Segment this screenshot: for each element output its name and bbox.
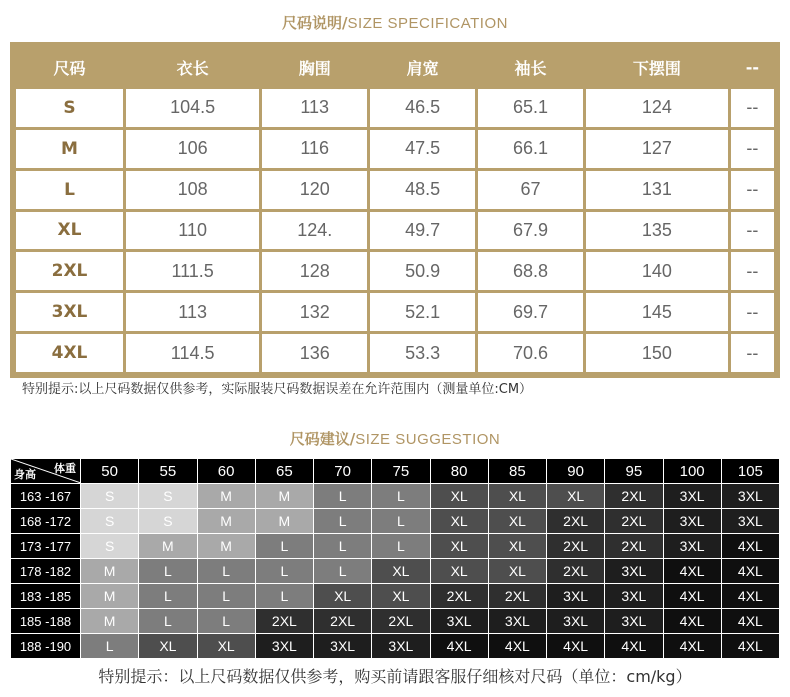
spec-header-cell: 尺码 [16,48,123,86]
suggested-size-cell: S [139,509,197,534]
suggested-size-cell: L [139,609,197,634]
spec-value-cell: 66.1 [478,130,583,168]
suggested-size-cell: 2XL [605,534,663,559]
size-spec-table [10,42,780,378]
spec-value-cell: 124 [586,89,728,127]
suggested-size-cell: 2XL [314,609,372,634]
spec-value-cell: 131 [586,171,728,209]
spec-header-cell: 胸围 [262,48,367,86]
height-range-cell: 185 -188 [11,609,81,634]
spec-value-cell: 49.7 [370,212,475,250]
suggested-size-cell: L [139,559,197,584]
spec-value-cell: 48.5 [370,171,475,209]
suggested-size-cell: M [81,609,139,634]
spec-value-cell: 108 [126,171,259,209]
suggested-size-cell: 2XL [488,584,546,609]
suggestion-row [11,534,780,559]
spec-value-cell: 128 [262,252,367,290]
spec-title-en: SIZE SPECIFICATION [347,15,508,32]
suggested-size-cell: XL [430,509,488,534]
suggested-size-cell: L [314,559,372,584]
weight-header-cell: 55 [139,459,197,484]
suggested-size-cell: 4XL [721,559,779,584]
spec-value-cell: 46.5 [370,89,475,127]
suggested-size-cell: L [314,534,372,559]
suggested-size-cell: 4XL [663,609,721,634]
corner-cell [11,459,81,484]
suggested-size-cell: L [197,609,255,634]
spec-size-cell: 2XL [16,252,123,290]
spec-row [16,293,774,331]
corner-height-label: 身高 [14,468,36,481]
suggested-size-cell: M [197,534,255,559]
suggested-size-cell: 2XL [547,534,605,559]
spec-header-cell: 衣长 [126,48,259,86]
spec-value-cell: 114.5 [126,334,259,372]
suggestion-row [11,559,780,584]
spec-header-cell: 袖长 [478,48,583,86]
suggested-size-cell: 2XL [605,509,663,534]
spec-header-cell: -- [731,48,774,86]
suggested-size-cell: XL [372,584,430,609]
suggested-size-cell: XL [488,509,546,534]
spec-size-cell: XL [16,212,123,250]
suggested-size-cell: M [197,484,255,509]
suggested-size-cell: 4XL [721,584,779,609]
suggested-size-cell: 3XL [488,609,546,634]
suggested-size-cell: XL [197,634,255,659]
spec-value-cell: -- [731,212,774,250]
weight-header-cell: 90 [547,459,605,484]
suggested-size-cell: 2XL [430,584,488,609]
suggested-size-cell: XL [314,584,372,609]
spec-header-row [16,48,774,86]
suggested-size-cell: 2XL [547,559,605,584]
suggestion-row [11,509,780,534]
spec-value-cell: -- [731,89,774,127]
suggested-size-cell: L [314,509,372,534]
height-range-cell: 178 -182 [11,559,81,584]
suggested-size-cell: 4XL [663,559,721,584]
spec-row [16,212,774,250]
suggested-size-cell: 3XL [721,484,779,509]
spec-value-cell: 120 [262,171,367,209]
spec-value-cell: 70.6 [478,334,583,372]
suggested-size-cell: 3XL [547,584,605,609]
suggested-size-cell: XL [488,534,546,559]
spec-value-cell: 68.8 [478,252,583,290]
suggested-size-cell: M [139,534,197,559]
height-range-cell: 173 -177 [11,534,81,559]
suggested-size-cell: S [81,484,139,509]
suggested-size-cell: 3XL [663,534,721,559]
suggested-size-cell: 4XL [605,634,663,659]
suggested-size-cell: 3XL [430,609,488,634]
suggested-size-cell: L [139,584,197,609]
suggested-size-cell: XL [372,559,430,584]
weight-header-cell: 80 [430,459,488,484]
spec-value-cell: 106 [126,130,259,168]
spec-header-cell: 下摆围 [586,48,728,86]
spec-value-cell: -- [731,130,774,168]
suggested-size-cell: M [81,559,139,584]
spec-value-cell: 113 [262,89,367,127]
spec-value-cell: -- [731,334,774,372]
weight-header-cell: 95 [605,459,663,484]
spec-row [16,252,774,290]
spec-value-cell: 50.9 [370,252,475,290]
spec-value-cell: 67 [478,171,583,209]
suggested-size-cell: S [81,534,139,559]
weight-header-cell: 105 [721,459,779,484]
spec-size-cell: 4XL [16,334,123,372]
spec-header-cell: 肩宽 [370,48,475,86]
spec-value-cell: 65.1 [478,89,583,127]
suggested-size-cell: 3XL [314,634,372,659]
spec-value-cell: 67.9 [478,212,583,250]
suggestion-note: 特别提示：以上尺码数据仅供参考，购买前请跟客服仔细核对尺码（单位：cm/kg） [98,667,692,686]
spec-value-cell: 116 [262,130,367,168]
spec-size-cell: 3XL [16,293,123,331]
corner-weight-label: 体重 [54,462,76,475]
suggestion-row [11,484,780,509]
suggested-size-cell: 4XL [721,609,779,634]
weight-header-cell: 50 [81,459,139,484]
suggested-size-cell: L [314,484,372,509]
suggested-size-cell: XL [430,534,488,559]
suggestion-row [11,609,780,634]
spec-value-cell: -- [731,293,774,331]
suggested-size-cell: L [372,509,430,534]
spec-value-cell: 145 [586,293,728,331]
spec-size-cell: S [16,89,123,127]
suggested-size-cell: 3XL [255,634,313,659]
suggested-size-cell: 4XL [547,634,605,659]
suggested-size-cell: L [255,584,313,609]
suggested-size-cell: S [81,509,139,534]
height-range-cell: 183 -185 [11,584,81,609]
suggested-size-cell: M [255,484,313,509]
suggested-size-cell: 2XL [605,484,663,509]
spec-value-cell: 113 [126,293,259,331]
spec-value-cell: 104.5 [126,89,259,127]
suggested-size-cell: XL [430,559,488,584]
spec-size-cell: L [16,171,123,209]
suggested-size-cell: M [81,584,139,609]
spec-value-cell: 53.3 [370,334,475,372]
suggestion-row [11,634,780,659]
size-suggestion-table [10,458,780,659]
suggested-size-cell: 3XL [663,509,721,534]
suggested-size-cell: 3XL [605,559,663,584]
spec-note: 特别提示:以上尺码数据仅供参考，实际服装尺码数据误差在允许范围内（测量单位:CM） [22,382,533,397]
suggested-size-cell: 4XL [663,634,721,659]
suggested-size-cell: L [197,559,255,584]
height-range-cell: 163 -167 [11,484,81,509]
spec-value-cell: 111.5 [126,252,259,290]
spec-value-cell: 132 [262,293,367,331]
spec-row [16,130,774,168]
suggested-size-cell: 3XL [547,609,605,634]
suggested-size-cell: L [255,559,313,584]
suggestion-row [11,584,780,609]
suggested-size-cell: L [372,534,430,559]
spec-row [16,334,774,372]
suggested-size-cell: 2XL [547,509,605,534]
spec-value-cell: -- [731,171,774,209]
spec-value-cell: 135 [586,212,728,250]
suggested-size-cell: 2XL [255,609,313,634]
spec-value-cell: 140 [586,252,728,290]
suggested-size-cell: 4XL [430,634,488,659]
suggested-size-cell: XL [139,634,197,659]
suggested-size-cell: XL [430,484,488,509]
weight-header-cell: 85 [488,459,546,484]
weight-header-cell: 70 [314,459,372,484]
height-range-cell: 188 -190 [11,634,81,659]
suggested-size-cell: L [255,534,313,559]
spec-row [16,89,774,127]
suggested-size-cell: 3XL [663,484,721,509]
suggestion-section-title [0,428,790,449]
suggestion-title-en: SIZE SUGGESTION [355,431,501,448]
spec-title-cn: 尺码说明/ [282,14,348,32]
suggested-size-cell: XL [488,559,546,584]
suggested-size-cell: 3XL [605,584,663,609]
suggested-size-cell: 4XL [721,634,779,659]
spec-value-cell: 124. [262,212,367,250]
spec-value-cell: 110 [126,212,259,250]
suggestion-header-row [11,459,780,484]
spec-section-title [0,12,790,33]
suggested-size-cell: M [255,509,313,534]
spec-size-cell: M [16,130,123,168]
spec-value-cell: 136 [262,334,367,372]
spec-value-cell: -- [731,252,774,290]
weight-header-cell: 75 [372,459,430,484]
spec-value-cell: 150 [586,334,728,372]
suggested-size-cell: 3XL [372,634,430,659]
suggested-size-cell: XL [488,484,546,509]
spec-row [16,171,774,209]
suggested-size-cell: 4XL [721,534,779,559]
suggested-size-cell: XL [547,484,605,509]
suggested-size-cell: S [139,484,197,509]
suggested-size-cell: L [81,634,139,659]
spec-value-cell: 127 [586,130,728,168]
suggested-size-cell: 3XL [605,609,663,634]
suggested-size-cell: 4XL [663,584,721,609]
suggested-size-cell: 2XL [372,609,430,634]
spec-value-cell: 52.1 [370,293,475,331]
suggested-size-cell: 3XL [721,509,779,534]
suggestion-title-cn: 尺码建议/ [289,430,356,448]
weight-header-cell: 100 [663,459,721,484]
height-range-cell: 168 -172 [11,509,81,534]
weight-header-cell: 60 [197,459,255,484]
spec-value-cell: 47.5 [370,130,475,168]
suggested-size-cell: L [197,584,255,609]
spec-value-cell: 69.7 [478,293,583,331]
suggested-size-cell: 4XL [488,634,546,659]
weight-header-cell: 65 [255,459,313,484]
suggested-size-cell: M [197,509,255,534]
suggested-size-cell: L [372,484,430,509]
